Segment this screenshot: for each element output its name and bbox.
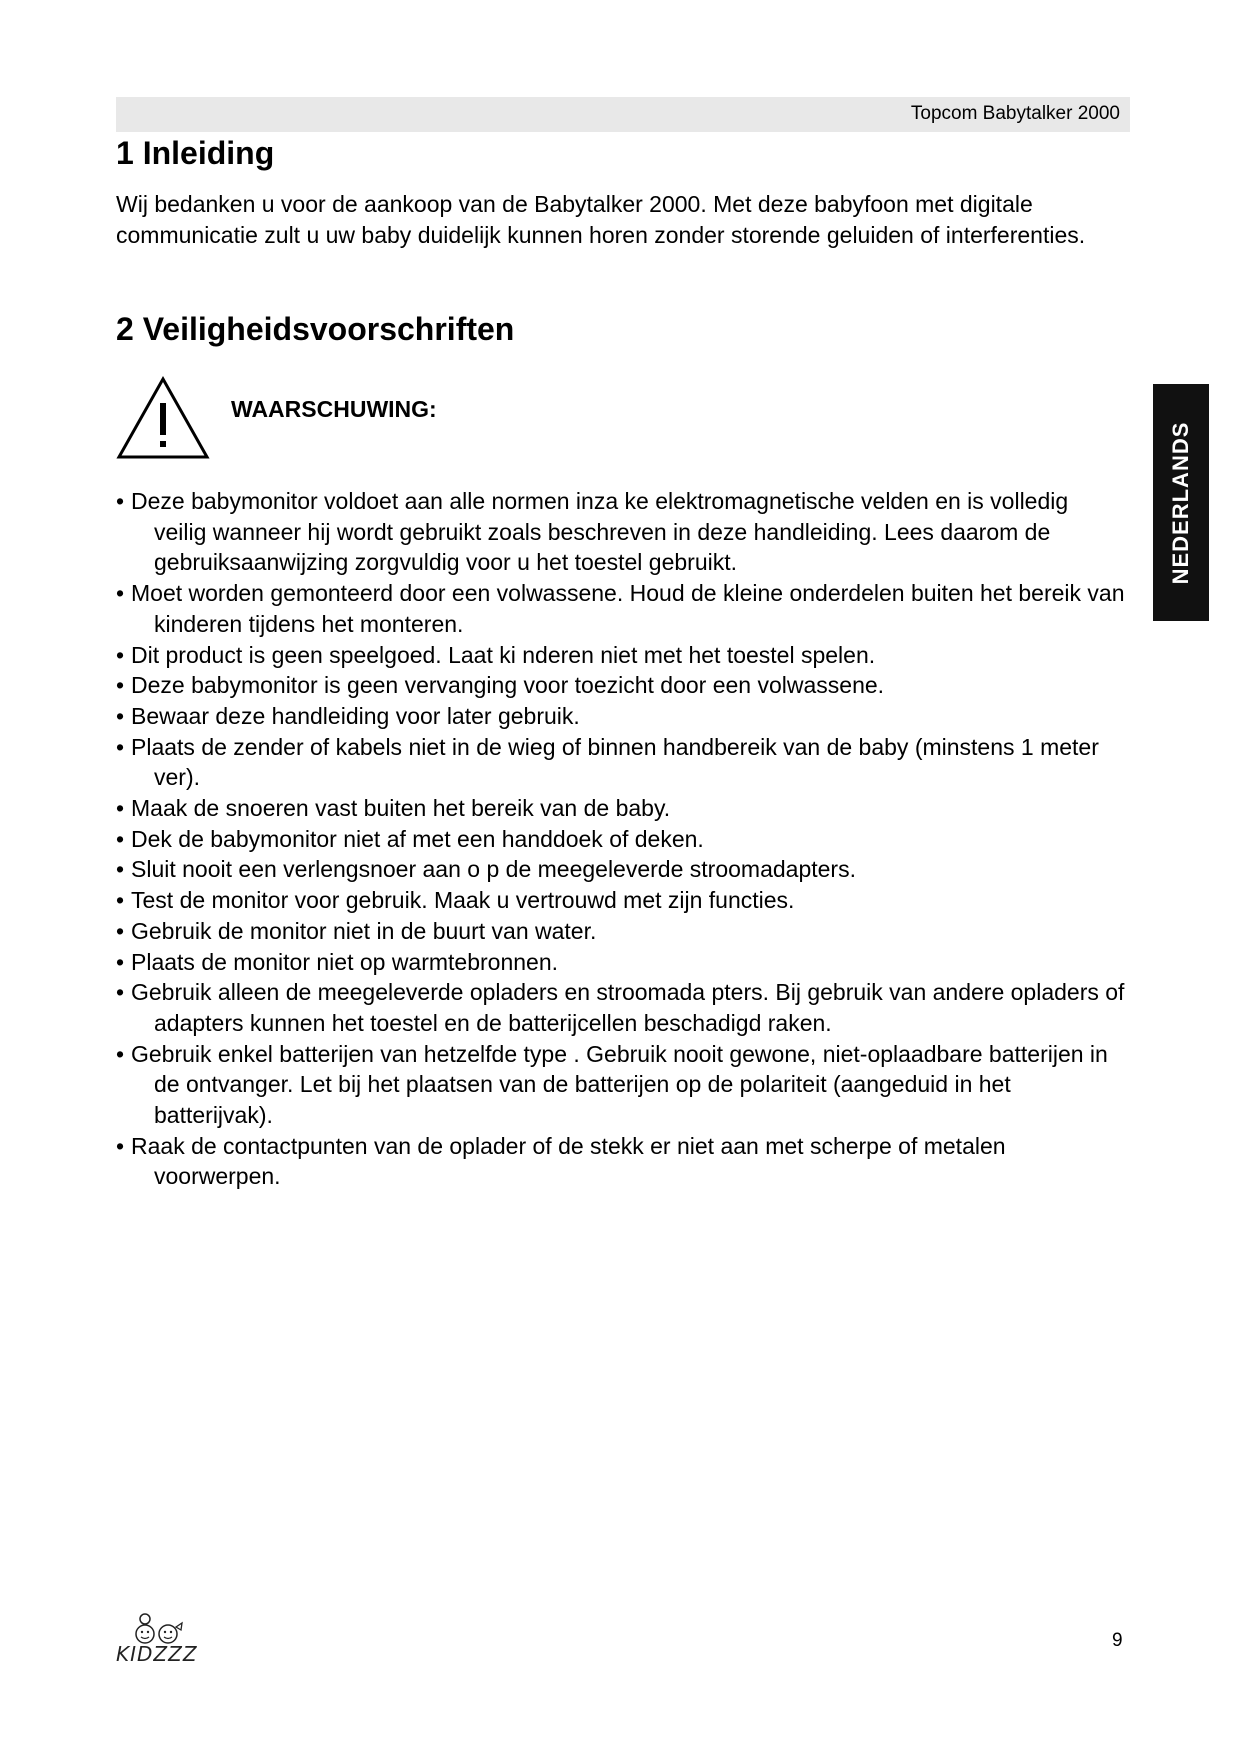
safety-list-item [116,732,1126,793]
warning-label: WAARSCHUWING: [231,396,437,422]
bullet-icon: • [116,672,125,699]
safety-list-item-text: Sluit nooit een verlengsnoer aan o p de meegeleverde stroomadapters. [131,856,856,883]
safety-list-item-text: Gebruik alleen de meegeleverde opladers en stroomada pters. Bij gebruik van andere opladers of adapters kunnen het toestel en de batterijcellen beschadigd raken. [131,979,1125,1036]
language-tab [1153,384,1209,621]
safety-list-item-text: Test de monitor voor gebruik. Maak u vertrouwd met zijn functies. [131,887,795,914]
warning-triangle-icon [116,375,210,461]
safety-list-item [116,947,1126,978]
safety-list-item [116,486,1126,578]
safety-list-item [116,670,1126,701]
bullet-icon: • [116,641,125,668]
bullet-icon: • [116,580,125,607]
safety-list-item [116,578,1126,639]
page-number: 9 [1112,1630,1123,1651]
safety-list-item-text: Plaats de monitor niet op warmtebronnen. [131,948,559,975]
safety-list-item [116,701,1126,732]
safety-list-item [116,1131,1126,1192]
logo-text: KIDZZZ [116,1642,198,1666]
intro-paragraph: Wij bedanken u voor de aankoop van de Babytalker 2000. Met deze babyfoon met digitale communicatie zult u uw baby duidelijk kunnen horen zonder storende geluiden of interferenties. [116,191,1086,248]
bullet-icon: • [116,948,125,975]
safety-list-item-text: Dit product is geen speelgoed. Laat ki nderen niet met het toestel spelen. [131,641,876,668]
safety-list-item [116,1039,1126,1131]
section-heading-intro: 1 Inleiding [116,135,275,171]
language-tab-label: NEDERLANDS [1168,421,1193,584]
safety-list-item [116,824,1126,855]
bullet-icon: • [116,979,125,1006]
safety-list-item [116,793,1126,824]
safety-list-item-text: Gebruik de monitor niet in de buurt van water. [131,917,597,944]
safety-list-item-text: Gebruik enkel batterijen van hetzelfde type . Gebruik nooit gewone, niet-oplaadbare batterijen in de ontvanger. Let bij het plaatsen van de batterijen op de polariteit (aangeduid in het batterijvak). [131,1040,1108,1129]
bullet-icon: • [116,795,125,822]
safety-list [116,486,1126,1192]
document-title: Topcom Babytalker 2000 [910,103,1120,124]
bullet-icon: • [116,702,125,729]
section-heading-safety: 2 Veiligheidsvoorschriften [116,311,515,347]
bullet-icon: • [116,825,125,852]
bullet-icon: • [116,887,125,914]
safety-list-item-text: Deze babymonitor is geen vervanging voor toezicht door een volwassene. [131,672,885,699]
kidzzz-logo [112,1612,204,1668]
bullet-icon: • [116,856,125,883]
safety-list-item-text: Plaats de zender of kabels niet in de wieg of binnen handbereik van de baby (minstens 1 meter ver). [131,733,1099,791]
safety-list-item-text: Deze babymonitor voldoet aan alle normen inza ke elektromagnetische velden en is volledig veilig wanneer hij wordt gebruikt zoals beschreven in deze handleiding. Lees daarom de gebruiksaanwijzing zorgvuldig voor u het toestel gebruikt. [131,488,1069,576]
safety-list-item [116,640,1126,671]
kids-faces-icon [112,1612,204,1646]
bullet-icon: • [116,488,125,514]
bullet-icon: • [116,917,125,944]
safety-list-item [116,977,1126,1038]
running-header [116,97,1130,132]
safety-list-item [116,854,1126,885]
bullet-icon: • [116,733,125,760]
bullet-icon: • [116,1040,125,1067]
bullet-icon: • [116,1132,125,1159]
safety-list-item-text: Dek de babymonitor niet af met een handdoek of deken. [131,825,704,852]
safety-list-item-text: Maak de snoeren vast buiten het bereik van de baby. [131,795,671,822]
safety-list-item [116,885,1126,916]
safety-list-item [116,916,1126,947]
safety-list-item-text: Bewaar deze handleiding voor later gebruik. [131,702,580,729]
safety-list-item-text: Moet worden gemonteerd door een volwassene. Houd de kleine onderdelen buiten het bereik van kinderen tijdens het monteren. [131,580,1125,637]
safety-list-item-text: Raak de contactpunten van de oplader of de stekk er niet aan met scherpe of metalen voorwerpen. [131,1132,1006,1190]
